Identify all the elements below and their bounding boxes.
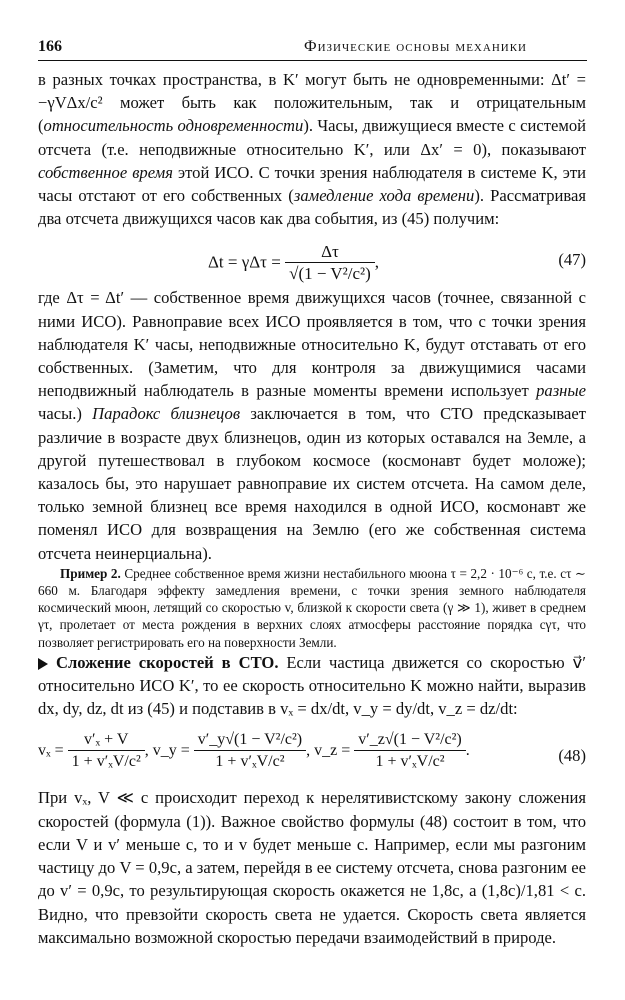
example-text: Среднее собственное время жизни нестабильного мюона τ = 2,2 · 10⁻⁶ с, т.е. cτ ∼ 660 м. Благодаря эффекту замедления времени, с точки зрения земного наблюдателя космический мюон, летящий со скоростью v, близкой к скорости света (γ ≫ 1), живет в среднем γτ, пролетает от места рождения в верхних слоях атмосферы расстояние порядка cγτ, что позволяет регистрировать его на поверхности Земли. [38,565,586,650]
running-title: Физические основы механики [303,38,527,55]
equation-number-48: (48) [558,746,586,766]
text-run: ). Часы, движущиеся вместе с системой отсчета (т.е. неподвижные относительно K′, или Δx′ = 0), показывают [38,116,586,159]
eq48-vx-denominator: 1 + v′ₓV/c² [71,753,141,771]
page-header [38,38,587,61]
paragraph-3 [38,651,586,721]
eq48-vy-fraction [194,730,306,773]
text-run: Если частица движется со скоростью v⃗′ относительно ИСО K′, то ее скорость относительно K можно найти, выразив dx, dy, dz, dt из (45) и подставив в vₓ = dx/dt, v_y = dy/dt, v_z = dz/dt: [38,652,586,719]
equation-48-formula [38,730,470,773]
eq48-vz-denominator: 1 + v′ₓV/c² [375,753,445,771]
eq48-vz-fraction [354,730,465,773]
eq48-vx-fraction [68,730,145,773]
emphasis-different: разные [536,381,586,401]
eq48-vx-left: vₓ = [38,742,64,760]
example-label: Пример 2. [60,565,121,581]
emphasis-twin-paradox: Парадокс близнецов [92,404,241,424]
eq47-numerator: Δτ [285,242,375,263]
text-run: заключается в том, что СТО предсказывает различие в возрасте двух близнецов, один из которых оставался на Земле, а другой путешествовал в глубоком космосе (космонавт будет моложе); казалось бы, это нарушает равноправие их систем отсчета. На самом деле, только земной близнец все время находился в одной ИСО, космонавт же поменял ИСО для возвращения на Землю (его же собственная система отсчета неинерциальна). [38,404,586,563]
emphasis-time-dilation: замедление хода времени [293,186,475,206]
eq47-left: Δt = γΔτ = [208,252,281,272]
eq47-fraction [285,242,375,285]
eq48-vx-numerator: v′ₓ + V [68,730,145,751]
eq48-vz-left: , v_z = [306,742,351,760]
section-title: Сложение скоростей в СТО. [56,652,279,672]
equation-47 [38,234,586,284]
text-run: этой ИСО. С точки зрения наблюдателя в системе K, эти часы отстают от его собственных ( [38,162,586,206]
page-number: 166 [38,38,62,55]
eq48-vy-left: , v_y = [144,742,190,760]
eq47-tail: , [374,252,380,272]
eq48-vy-numerator: v′_y√(1 − V²/c²) [194,730,306,751]
emphasis-relativity-of-simultaneity: относительность одновременности [43,116,304,136]
paragraph-2 [38,286,586,564]
example-2 [38,565,586,651]
section-arrow-icon [38,658,48,670]
equation-47-formula [208,242,379,285]
text-run: где Δτ = Δt′ — собственное время движущихся часов (точнее, связанной с ними ИСО). Равноправие всех ИСО проявляется в том, что с точки зрения наблюдателя K′ часы, неподвижные относительно K, будут отставать от его собственных. (Заметим, что для контроля за движущимися часами неподвижный наблюдатель в разные моменты времени использует [38,288,586,401]
paragraph-4: При vₓ, V ≪ c происходит переход к нерелятивистскому закону сложения скоростей (формула (1)). Важное свойство формулы (48) состоит в том, что если V и v′ меньше c, то и v будет меньше c. Например, если мы разгоним частицу до V = 0,9c, а затем, перейдя в ее систему отсчета, снова разгоним ее до v′ = 0,9c, то результирующая скорость окажется не 1,8c, а (1,8c)/1,81 < c. Видно, что превзойти скорость света не удается. Скорость света является максимально возможной скоростью передачи взаимодействий в природе. [38,788,586,947]
eq47-denominator: √(1 − V²/c²) [289,264,371,284]
page-body [38,68,586,949]
text-run: часы.) [38,404,93,424]
equation-number-47: (47) [558,250,586,270]
eq48-tail: . [465,742,470,760]
equation-48 [38,726,586,782]
eq48-vz-numerator: v′_z√(1 − V²/c²) [354,730,465,751]
text-run: ). Рассматривая два отсчета движущихся часов как два события, из (45) получим: [38,186,586,229]
eq48-vy-denominator: 1 + v′ₓV/c² [215,753,285,771]
emphasis-proper-time: собственное время [38,162,173,182]
text-run: в разных точках пространства, в K′ могут быть не одновременными: Δt′ = −γVΔx/c² может быть как положительным, так и отрицательным ( [38,70,586,136]
paragraph-1 [38,68,586,230]
